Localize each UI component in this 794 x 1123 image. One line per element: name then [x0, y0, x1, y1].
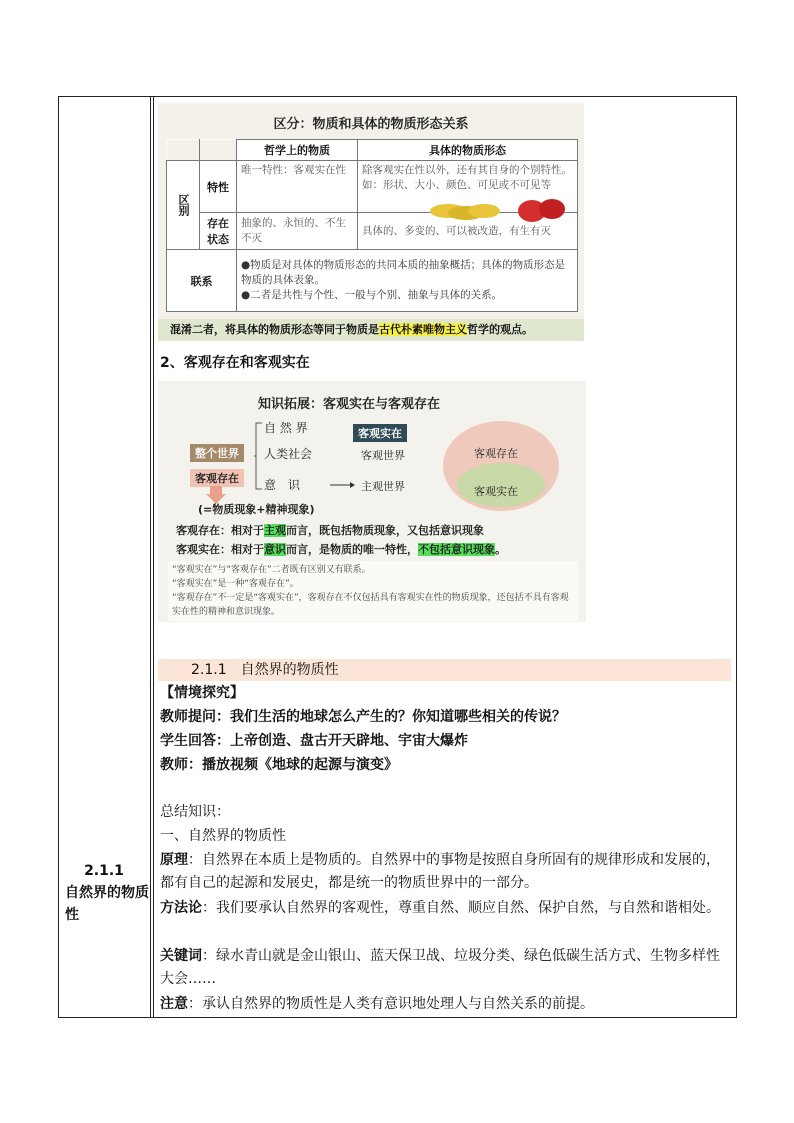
- definition-1: 客观存在：相对于主观而言，既包括物质现象，又包括意识现象: [176, 524, 484, 537]
- figure-note: “客观实在”与“客观存在”二者既有区别又有联系。 “客观实在”是一种“客观存在”。 “客观存在”不一定是“客观实在”，客观存在不仅包括具有客观实在性的物质现象，还包括不具有客观实在性的精神和意识现象。: [168, 561, 578, 621]
- whole-world-box: 整个世界: [190, 444, 244, 462]
- subjective-world-label: 主观世界: [361, 480, 405, 493]
- figure-banner: 混淆二者，将具体的物质形态等同于物质是古代朴素唯物主义哲学的观点。: [158, 319, 584, 341]
- section-heading: 2、客观存在和客观实在: [160, 355, 310, 371]
- figure-title: 区分：物质和具体的物质形态关系: [273, 117, 469, 132]
- circle-inner-label: 客观实在: [474, 485, 518, 498]
- note-paragraph: 注意：承认自然界的物质性是人类有意识地处理人与自然关系的前提。: [160, 996, 594, 1012]
- principle-paragraph: 原理：自然界在本质上是物质的。自然界中的事物是按照自身所固有的规律形成和发展的，都有自己的起源和发展史，都是统一的物质世界中的一部分。: [160, 852, 720, 891]
- circle-outer-label: 客观存在: [474, 447, 518, 460]
- teacher-action: 教师：播放视频《地球的起源与演变》: [160, 757, 398, 773]
- equation-label: (=物质现象+精神现象): [198, 503, 315, 516]
- teacher-question: 教师提问：我们生活的地球怎么产生的？你知道哪些相关的传说？: [160, 709, 566, 725]
- summary-label: 总结知识：: [160, 804, 230, 820]
- scenario-heading: 【情境探究】: [160, 685, 244, 701]
- cell: 抽象的、永恒的、不生不灭: [237, 213, 358, 250]
- objective-reality-box: 客观实在: [353, 424, 407, 442]
- column-divider: [153, 96, 154, 1018]
- col-header: 具体的物质形态: [358, 140, 578, 161]
- bullet-2: ●二者是共性与个性、一般与个别、抽象与具体的关系。: [241, 289, 503, 301]
- human-society-label: 人类社会: [264, 447, 313, 461]
- consciousness-label: 意 识: [264, 478, 301, 492]
- left-cell: [58, 860, 150, 926]
- matter-comparison-figure: [158, 103, 584, 341]
- col-header: 哲学上的物质: [237, 140, 358, 161]
- methodology-paragraph: 方法论：我们要承认自然界的客观性，尊重自然、顺应自然、保护自然，与自然和谐相处。: [160, 900, 720, 916]
- student-answer: 学生回答：上帝创造、盘古开天辟地、宇宙大爆炸: [160, 733, 468, 749]
- keywords-paragraph: 关键词：绿水青山就是金山银山、蓝天保卫战、垃圾分类、绿色低碳生活方式、生物多样性大会……: [160, 948, 720, 987]
- objective-world-label: 客观世界: [361, 449, 405, 462]
- left-cell-number: 2.1.1: [84, 863, 124, 879]
- left-cell-title: 自然界的物质性: [65, 885, 149, 923]
- cell: 具体的、多变的、可以被改造，有生有灭: [358, 213, 578, 250]
- row-label: 存在状态: [200, 213, 237, 250]
- objective-existence-box: 客观存在: [190, 469, 244, 487]
- column-divider: [150, 96, 151, 1018]
- section-bar: 2.1.1 自然界的物质性: [158, 659, 731, 681]
- relation-cell: [237, 250, 578, 312]
- row-group-label: 区别: [167, 161, 200, 250]
- figure-title: 知识拓展：客观实在与客观存在: [258, 397, 441, 412]
- nature-label: 自 然 界: [264, 421, 308, 435]
- knowledge-extension-figure: [158, 381, 586, 622]
- definition-2: 客观实在：相对于意识而言，是物质的唯一特性，不包括意识现象。: [176, 543, 506, 556]
- row-label: 特性: [200, 161, 237, 213]
- cell: 唯一特性：客观实在性: [237, 161, 358, 213]
- cell: 除客观实在性以外，还有其自身的个别特性。如：形状、大小、颜色、可见或不可见等: [358, 161, 578, 213]
- bullet-1: ●物质是对具体的物质形态的共同本质的抽象概括；具体的物质形态是物质的具体表象。: [241, 259, 566, 286]
- row-label: 联系: [167, 250, 237, 312]
- fruit-image: [426, 191, 576, 227]
- knowledge-heading: 一、自然界的物质性: [160, 828, 286, 844]
